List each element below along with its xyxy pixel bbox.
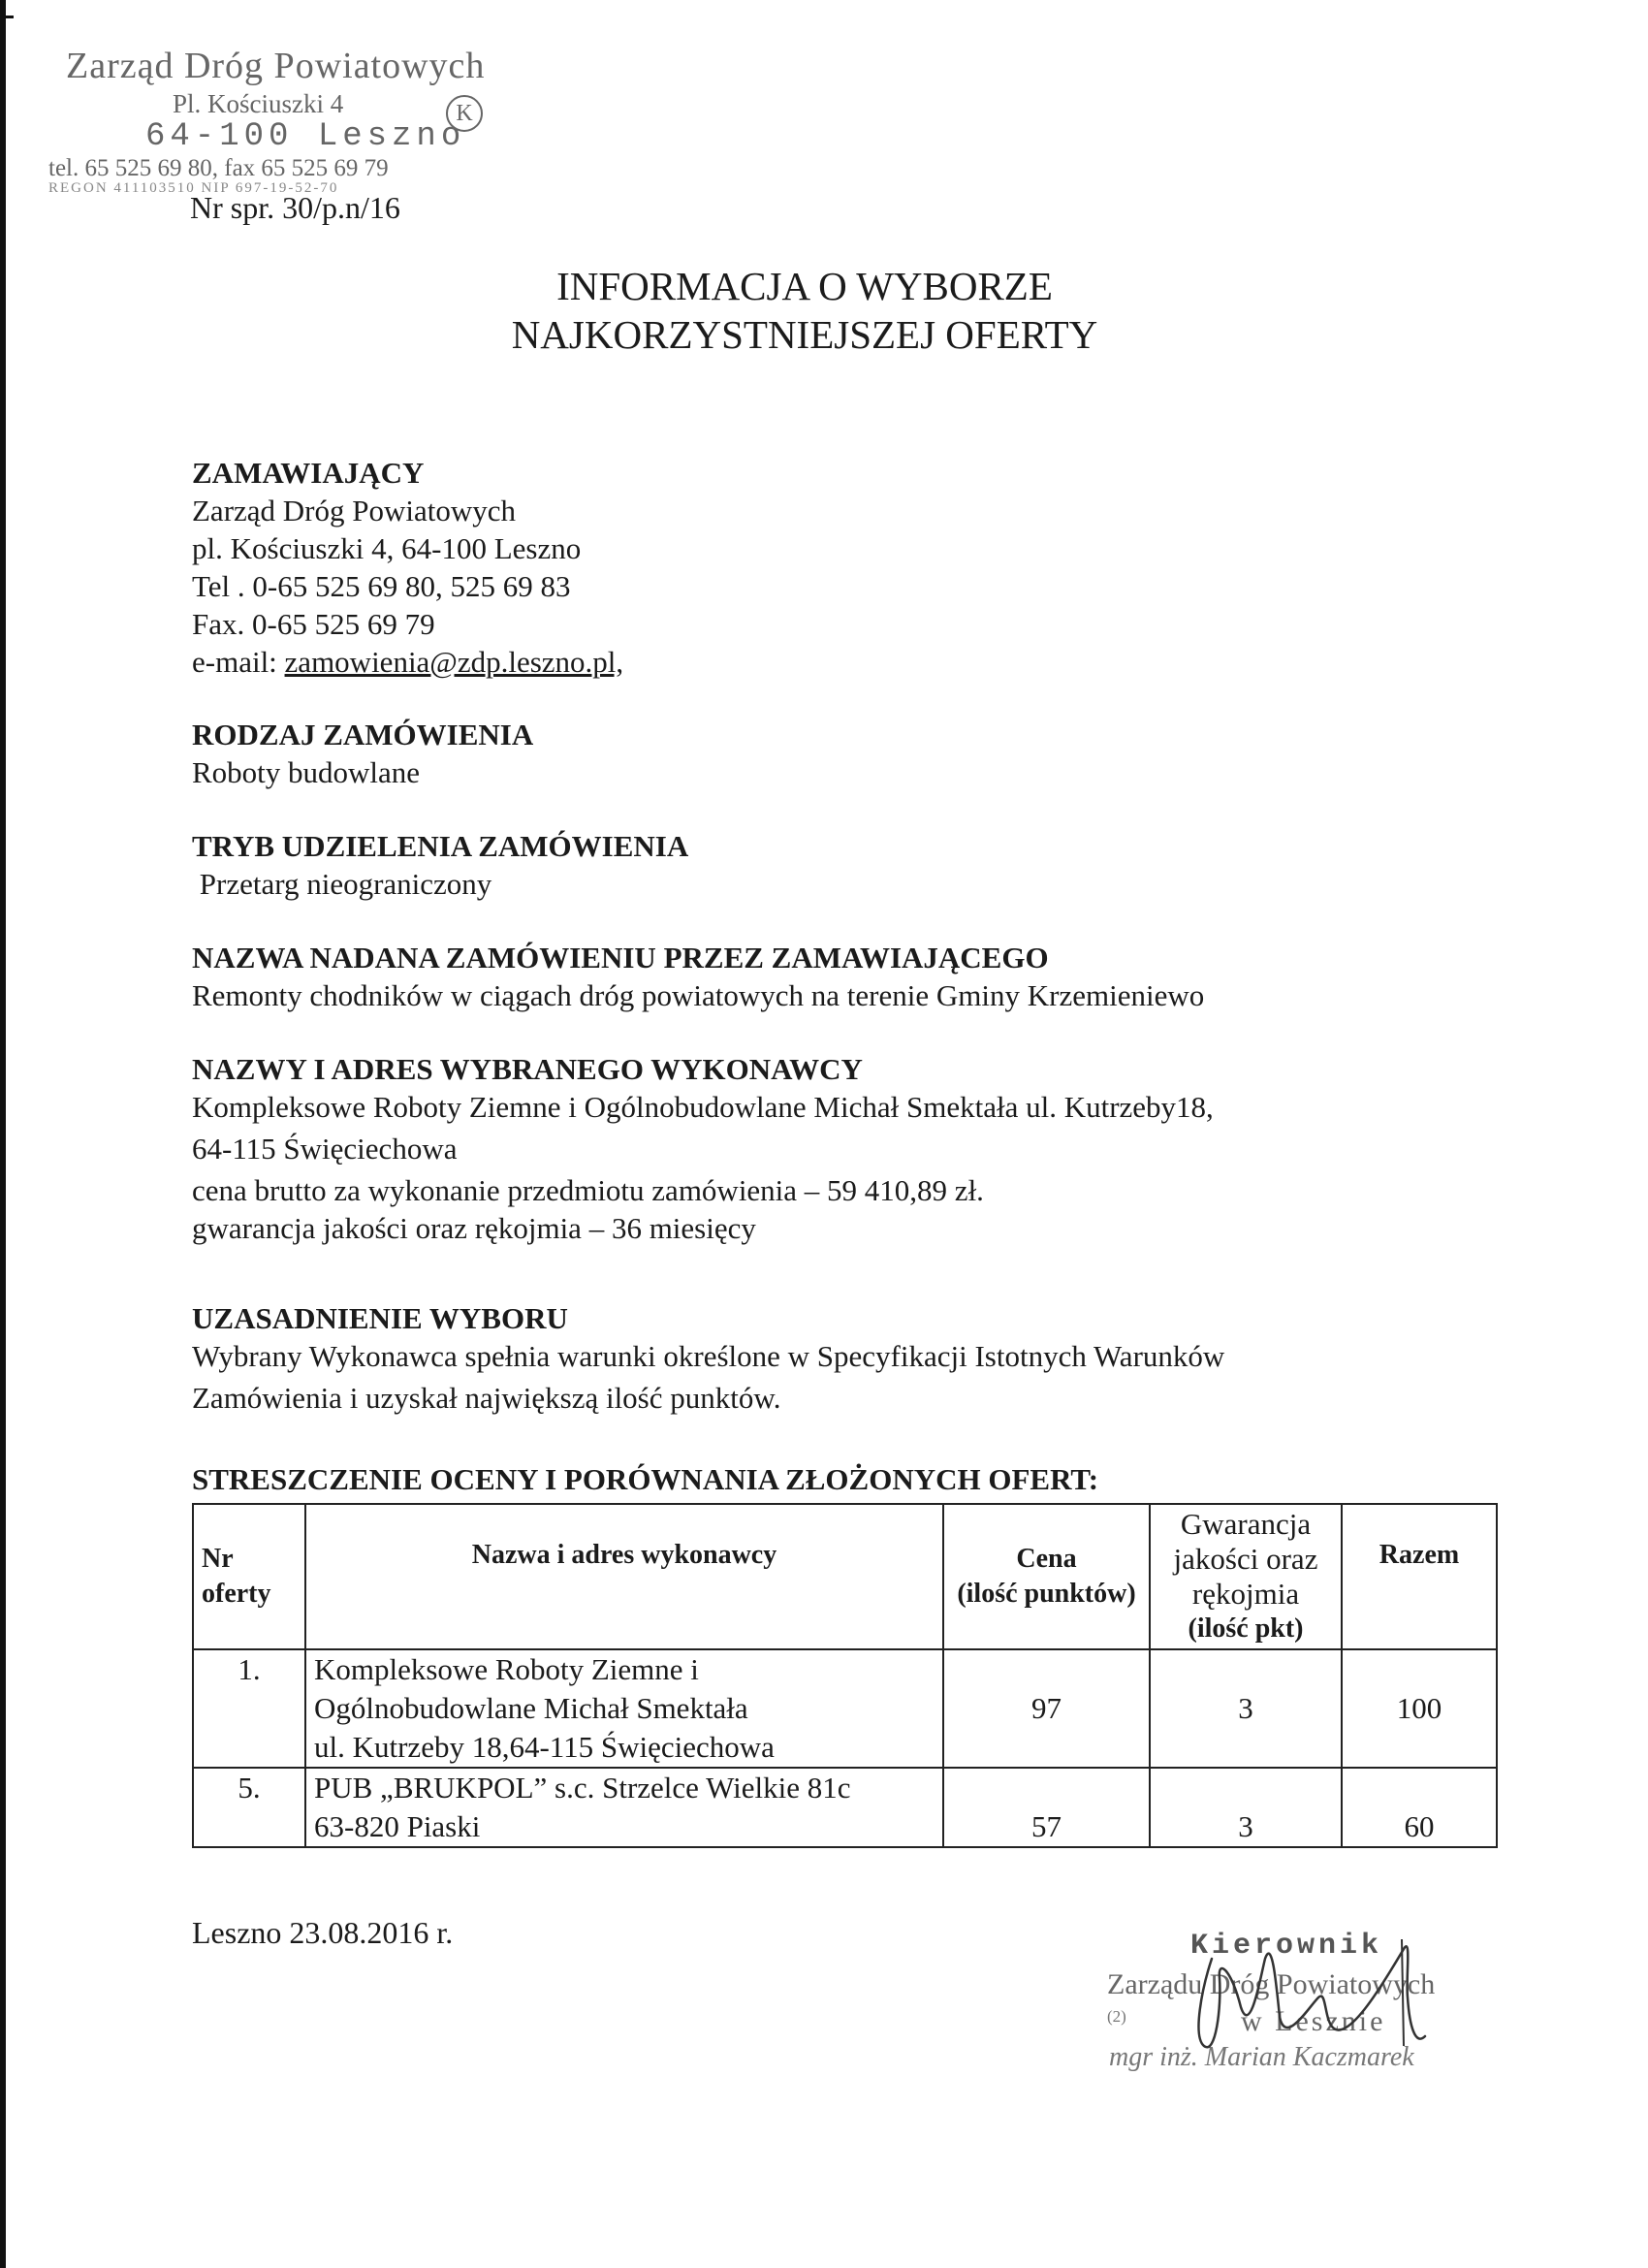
col-header-total — [1342, 1504, 1497, 1649]
justification-line-2: Zamówienia i uzyskał największą ilość punktów. — [192, 1381, 781, 1415]
signature-role: Kierownik — [1190, 1930, 1383, 1963]
cell-price: 57 — [943, 1768, 1150, 1847]
header-stamp — [48, 39, 504, 196]
section-tryb — [192, 827, 688, 903]
contractor-line-2: 64-115 Święciechowa — [192, 1132, 458, 1166]
stamp-line-5: REGON 411103510 NIP 697-19-52-70 — [48, 180, 339, 196]
col-header-warranty-2: jakości oraz — [1173, 1542, 1318, 1576]
section-heading: NAZWA NADANA ZAMÓWIENIU PRZEZ ZAMAWIAJĄCEGO — [192, 941, 1049, 974]
cell-total: 100 — [1342, 1649, 1497, 1768]
col-header-price-1: Cena — [1016, 1544, 1077, 1574]
section-value: Przetarg nieograniczony — [192, 867, 492, 901]
offers-table — [192, 1503, 1498, 1848]
table-row — [193, 1649, 1497, 1768]
title-line-1: INFORMACJA O WYBORZE — [556, 264, 1053, 308]
signature-city: w Lesznie — [1241, 2005, 1386, 2037]
contractor-warranty: gwarancja jakości oraz rękojmia – 36 miesięcy — [192, 1211, 756, 1245]
contractor-price: cena brutto za wykonanie przedmiotu zamówienia – 59 410,89 zł. — [192, 1173, 984, 1207]
justification-line-1: Wybrany Wykonawca spełnia warunki określone w Specyfikacji Istotnych Warunków — [192, 1339, 1225, 1373]
section-heading: RODZAJ ZAMÓWIENIA — [192, 718, 534, 751]
signature-prefix: (2) — [1107, 2007, 1126, 2026]
cell-nr: 5. — [193, 1768, 305, 1847]
section-nazwa — [192, 939, 1204, 1014]
table-row — [193, 1768, 1497, 1847]
section-rodzaj — [192, 716, 533, 791]
cell-name — [305, 1768, 943, 1847]
email-link[interactable]: zamowienia@zdp.leszno.pl, — [284, 645, 624, 679]
col-header-warranty-3: rękojmia — [1191, 1577, 1300, 1611]
cell-name-line-1: PUB „BRUKPOL” s.c. Strzelce Wielkie 81c — [314, 1771, 851, 1805]
handwritten-signature-icon — [1095, 1901, 1503, 2085]
stamp-k-mark: K — [446, 95, 483, 132]
col-header-nr-2: oferty — [202, 1579, 271, 1609]
section-heading: UZASADNIENIE WYBORU — [192, 1301, 568, 1335]
stamp-line-1: Zarząd Dróg Powiatowych — [66, 46, 486, 86]
orderer-name: Zarząd Dróg Powiatowych — [192, 494, 517, 527]
stamp-line-4: tel. 65 525 69 80, fax 65 525 69 79 — [48, 155, 389, 181]
title-line-2: NAJKORZYSTNIEJSZEJ OFERTY — [511, 312, 1098, 357]
cell-price: 97 — [943, 1649, 1150, 1768]
section-uzasadnienie — [192, 1299, 1224, 1417]
stamp-line-3: 64-100 Leszno — [145, 118, 466, 155]
table-header-row — [193, 1504, 1497, 1649]
col-header-name — [305, 1504, 943, 1649]
cell-nr: 1. — [193, 1649, 305, 1768]
section-streszczenie — [192, 1460, 1098, 1498]
cell-name-line-2: 63-820 Piaski — [314, 1809, 481, 1843]
col-header-warranty-4: (ilość pkt) — [1188, 1613, 1304, 1644]
cell-warranty: 3 — [1150, 1768, 1342, 1847]
section-heading: STRESZCZENIE OCENY I PORÓWNANIA ZŁOŻONYCH OFERT: — [192, 1462, 1099, 1496]
signatory-name: mgr inż. Marian Kaczmarek — [1109, 2042, 1414, 2072]
section-wykonawca — [192, 1050, 1214, 1247]
cell-name-line-2: Ogólnobudowlane Michał Smektała — [314, 1691, 748, 1725]
case-reference: Nr spr. 30/p.n/16 — [190, 190, 400, 225]
document-title — [0, 262, 1609, 359]
cell-warranty: 3 — [1150, 1649, 1342, 1768]
email-label: e-mail: — [192, 645, 285, 679]
section-value: Roboty budowlane — [192, 755, 421, 789]
col-header-total-label: Razem — [1379, 1540, 1460, 1570]
scan-mark — [0, 16, 14, 18]
orderer-phone: Tel . 0-65 525 69 80, 525 69 83 — [192, 569, 571, 603]
orderer-address: pl. Kościuszki 4, 64-100 Leszno — [192, 531, 582, 565]
col-header-price-2: (ilość punktów) — [957, 1579, 1136, 1609]
col-header-nr-1: Nr — [202, 1544, 234, 1574]
col-header-nr — [193, 1504, 305, 1649]
signature-office: Zarządu Dróg Powiatowych — [1107, 1968, 1436, 2000]
col-header-price — [943, 1504, 1150, 1649]
cell-name-line-1: Kompleksowe Roboty Ziemne i — [314, 1652, 699, 1686]
orderer-email-line — [192, 643, 623, 681]
document-date: Leszno 23.08.2016 r. — [192, 1915, 454, 1950]
col-header-warranty-1: Gwarancja — [1180, 1507, 1312, 1541]
cell-name-line-3: ul. Kutrzeby 18,64-115 Święciechowa — [314, 1730, 775, 1764]
contractor-line-1: Kompleksowe Roboty Ziemne i Ogólnobudowlane Michał Smektała ul. Kutrzeby18, — [192, 1090, 1214, 1124]
section-heading: NAZWY I ADRES WYBRANEGO WYKONAWCY — [192, 1052, 863, 1086]
section-value: Remonty chodników w ciągach dróg powiatowych na terenie Gminy Krzemieniewo — [192, 978, 1205, 1012]
section-heading: ZAMAWIAJĄCY — [192, 456, 425, 490]
stamp-line-2: Pl. Kościuszki 4 — [173, 89, 344, 118]
section-heading: TRYB UDZIELENIA ZAMÓWIENIA — [192, 829, 689, 863]
col-header-name-label: Nazwa i adres wykonawcy — [471, 1540, 777, 1570]
section-zamawiajacy — [192, 454, 623, 681]
signature-stamp — [1095, 1901, 1503, 2085]
cell-total: 60 — [1342, 1768, 1497, 1847]
cell-name — [305, 1649, 943, 1768]
col-header-warranty — [1150, 1504, 1342, 1649]
orderer-fax: Fax. 0-65 525 69 79 — [192, 607, 435, 641]
